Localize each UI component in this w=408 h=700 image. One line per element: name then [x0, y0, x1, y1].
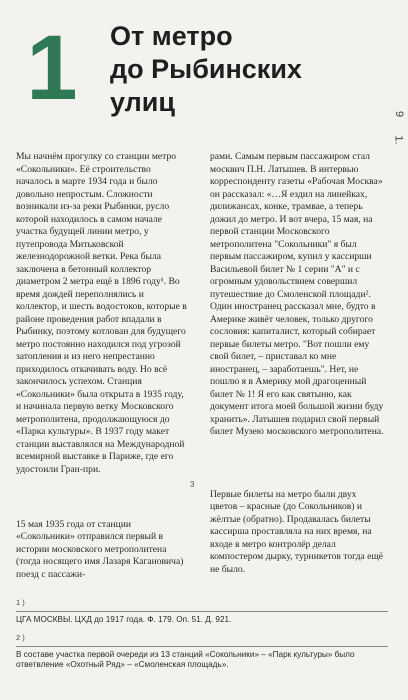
- chapter-title-line: От метро: [110, 21, 233, 51]
- footnote: [16, 598, 388, 625]
- chapter-title: [110, 20, 380, 119]
- footnote-text: ЦГА МОСКВЫ. ЦХД до 1917 года. Ф. 179. Оп. 51. Д. 921.: [16, 614, 232, 624]
- footnote-marker: 3: [190, 480, 195, 489]
- footnote-number: 1 ): [16, 598, 25, 607]
- left-column-lower: [16, 509, 188, 591]
- paragraph: Мы начнём прогулку со станции метро «Сокольники». Её строительство началось в марте 1934 года и было довольно непростым. Сложности возникали из-за реки Рыбинки, русло которой находилось в самом начале участка будущей линии метро, у путепровода Митьковской железнодорожной ветки. Река была заключена в бетонный коллектор диаметром 2 метра ещё в 1896 году¹. Во время дождей переполнялись и коллектор, и шесть водостоков, которые в районе проведения работ впадали в Рыбинку, поэтому котлован для будущего метро постоянно находился под угрозой затопления и из него непрестанно приходилось откачивать воду. Но всё закончилось успехом. Станция «Сокольники» была открыта в 1935 году, и начинала первую ветку Московского метрополитена, продолжающуюся до «Парка культуры». В 1937 году макет станции выставлялся на Международной всемирной выставке в Париже, где его удостоили Гран-при.: [16, 151, 187, 475]
- right-column: [210, 151, 386, 439]
- footnote-divider: [16, 646, 388, 647]
- chapter-title-line: улиц: [110, 87, 176, 117]
- footnote: [16, 633, 388, 671]
- chapter-number: 1: [26, 17, 76, 119]
- chapter-title-line: до Рыбинских: [110, 54, 302, 84]
- footnote-divider: [16, 611, 388, 612]
- footnotes: [16, 598, 388, 679]
- footnote-number: 2 ): [16, 633, 25, 642]
- side-marks: [392, 108, 406, 146]
- left-column: [16, 151, 188, 476]
- chapter-number-block: [8, 17, 94, 119]
- paragraph: Первые билеты на метро были двух цветов – красные (до Сокольников) и жёлтые (обратно). Продавалась билеты кассирша проставляла на них время, на входе в метро контролёр делал компостером дырку, турникетов тогда ещё не было.: [210, 488, 384, 575]
- paragraph: рами. Самым первым пассажиром стал москвич П.Н. Латышев. В интервью корреспонденту газеты «Рабочая Москва» он рассказал: «…Я ездил на линейках, дилижансах, конке, трамвае, а теперь дожил до метро. И вот вчера, 15 мая, на первой станции Московского метрополитена "Сокольники" я был первым пассажиром, купил у кассирши Васильевой билет № 1 серии "А" и с огромным удовольствием совершил путешествие до Смоленской площади². Один иностранец рассказал мне, будто в Америке живёт человек, только другого сословия: капиталист, который собирает первые билеты метро. "Вот пошли ему свой билет, – приставал ко мне иностранец, – заработаешь". Нет, не пошлю я в Америку мой драгоценный билет № 1! Я его как святыню, как документ итога моей большой жизни буду хранить». Латышев подарил свой первый билет Музею московского метрополитена.: [210, 151, 384, 437]
- side-mark: 1.: [393, 135, 405, 145]
- footnote-text: В составе участка первой очереди из 13 станций «Сокольники» – «Парк культуры» было ответвление «Охотный Ряд» – «Смоленская площадь».: [16, 649, 355, 669]
- paragraph: 15 мая 1935 года от станции «Сокольники» отправился первый в истории московского метрополитена (тогда носящего имя Лазаря Кагановича) поезд с пассажи-: [16, 518, 184, 580]
- side-mark: 9: [393, 110, 405, 118]
- right-column-lower: [210, 479, 386, 586]
